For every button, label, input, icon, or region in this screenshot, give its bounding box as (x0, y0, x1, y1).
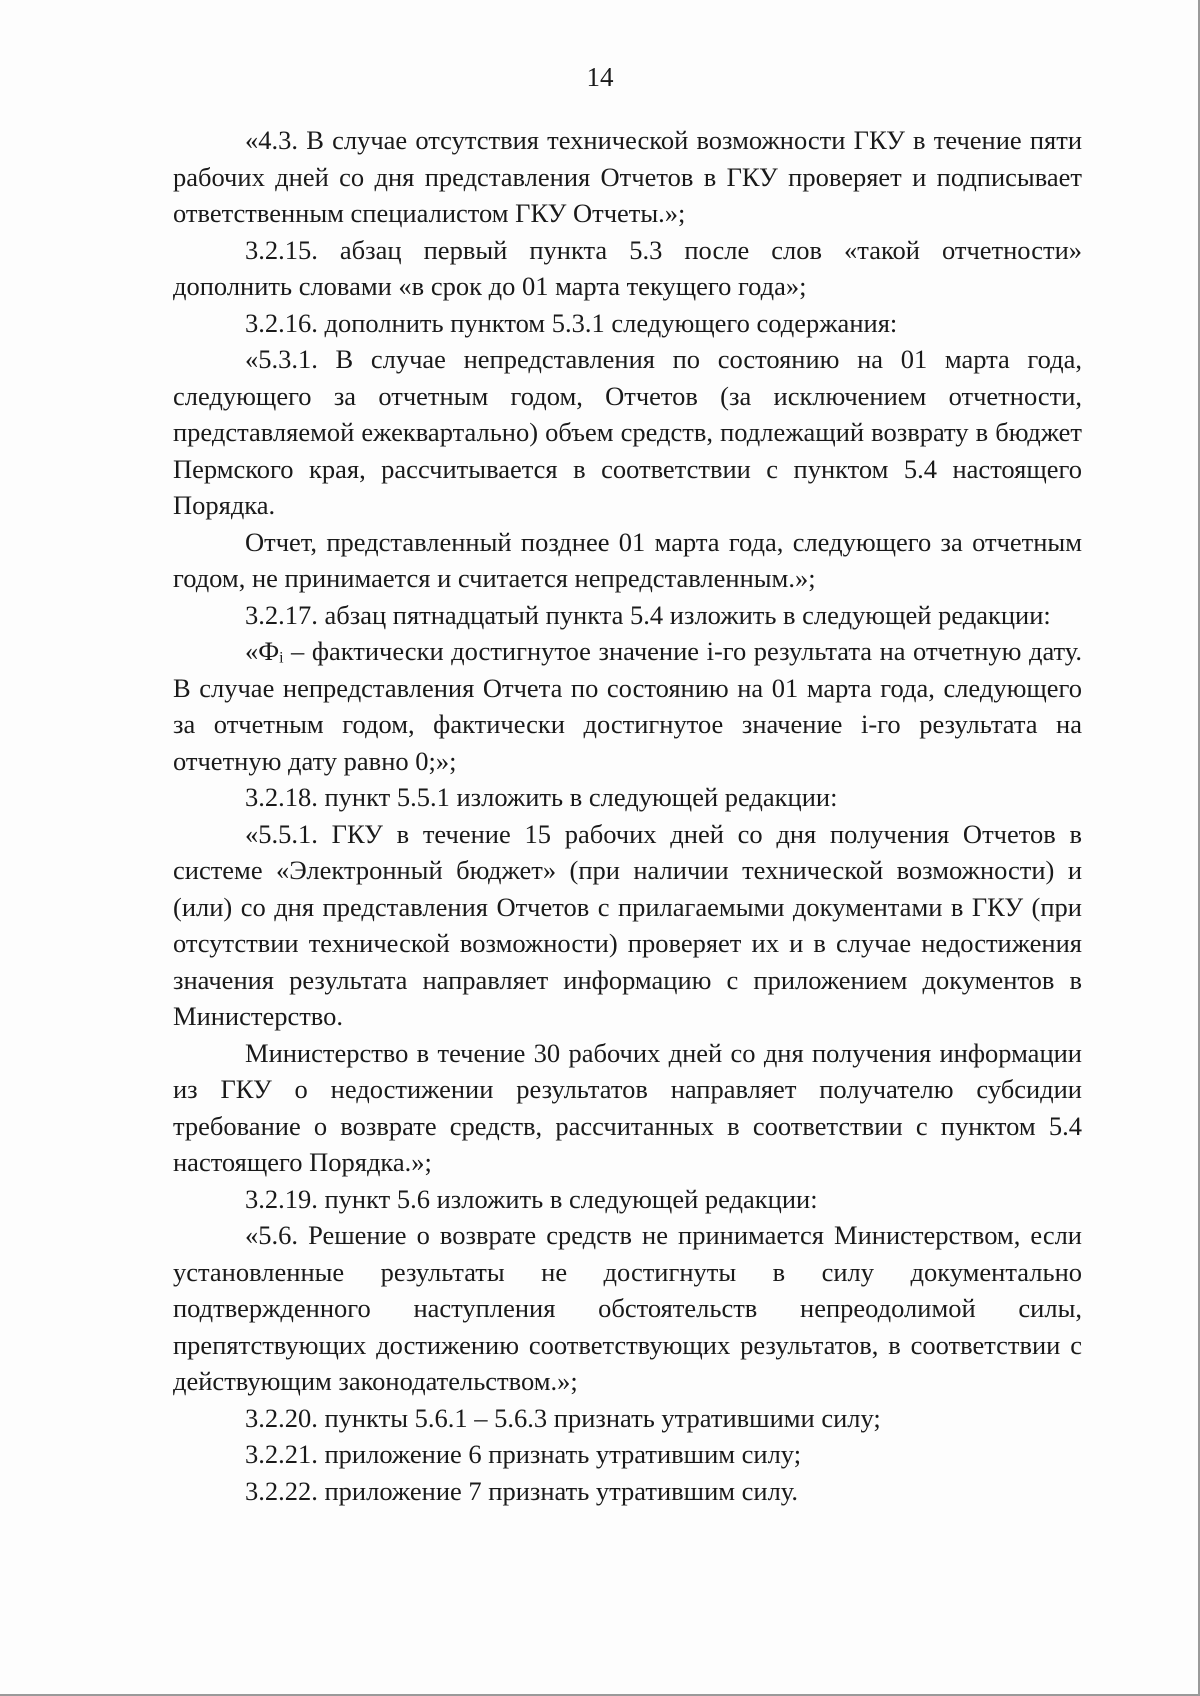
paragraph-3-2-17: 3.2.17. абзац пятнадцатый пункта 5.4 изложить в следующей редакции: (245, 599, 1051, 630)
paragraph-ministry: Министерство в течение 30 рабочих дней со дня получения информации из ГКУ о недостижении результатов направляет получателю субсидии требование о возврате средств, рассчитанных в соответствии с пунктом 5.4 настоящего Порядка.»; (173, 1037, 1082, 1177)
paragraph-3-2-22: 3.2.22. приложение 7 признать утратившим силу. (245, 1475, 799, 1506)
paragraph-3-2-16: 3.2.16. дополнить пунктом 5.3.1 следующего содержания: (245, 307, 898, 338)
paragraph-phi-definition: «Фᵢ – фактически достигнутое значение i-го результата на отчетную дату. В случае непредставления Отчета по состоянию на 01 марта года, следующего за отчетным годом, фактически достигнутое значение i-го результата на отчетную дату равно 0;»; (173, 636, 1082, 776)
paragraph-3-2-20: 3.2.20. пункты 5.6.1 – 5.6.3 признать утратившими силу; (245, 1402, 881, 1433)
paragraph-5-6: «5.6. Решение о возврате средств не принимается Министерством, если установленные результаты не достигнуты в силу документально подтвержденного наступления обстоятельств непреодолимой силы, препятствующих достижению соответствующих результатов, в соответствии с действующим законодательством.»; (173, 1220, 1082, 1396)
paragraph-3-2-18: 3.2.18. пункт 5.5.1 изложить в следующей редакции: (245, 782, 838, 812)
paragraph-3-2-21: 3.2.21. приложение 6 признать утратившим силу; (245, 1439, 802, 1469)
page-number: 14 (586, 62, 614, 92)
paragraph-3-2-15: 3.2.15. абзац первый пункта 5.3 после слов «такой отчетности» дополнить словами «в срок до 01 марта текущего года»; (173, 234, 1082, 301)
paragraph-5-3-1: «5.3.1. В случае непредставления по состоянию на 01 марта года, следующего за отчетным годом, Отчетов (за исключением отчетности, представляемой ежеквартально) объем средств, подлежащий возврату в бюджет Пермского края, рассчитывается в соответствии с пунктом 5.4 настоящего Порядка. (173, 344, 1082, 520)
document-body (173, 122, 1082, 1509)
paragraph-4-3: «4.3. В случае отсутствия технической возможности ГКУ в течение пяти рабочих дней со дня представления Отчетов в ГКУ проверяет и подписывает ответственным специалистом ГКУ Отчеты.»; (173, 125, 1082, 228)
paragraph-5-5-1: «5.5.1. ГКУ в течение 15 рабочих дней со дня получения Отчетов в системе «Электронный бюджет» (при наличии технической возможности) и (или) со дня представления Отчетов с прилагаемыми документами в ГКУ (при отсутствии технической возможности) проверяет их и в случае недостижения значения результата направляет информацию с приложением документов в Министерство. (173, 818, 1082, 1031)
paragraph-3-2-19: 3.2.19. пункт 5.6 изложить в следующей редакции: (245, 1183, 818, 1214)
paragraph-report-late: Отчет, представленный позднее 01 марта года, следующего за отчетным годом, не принимается и считается непредставленным.»; (173, 526, 1082, 593)
